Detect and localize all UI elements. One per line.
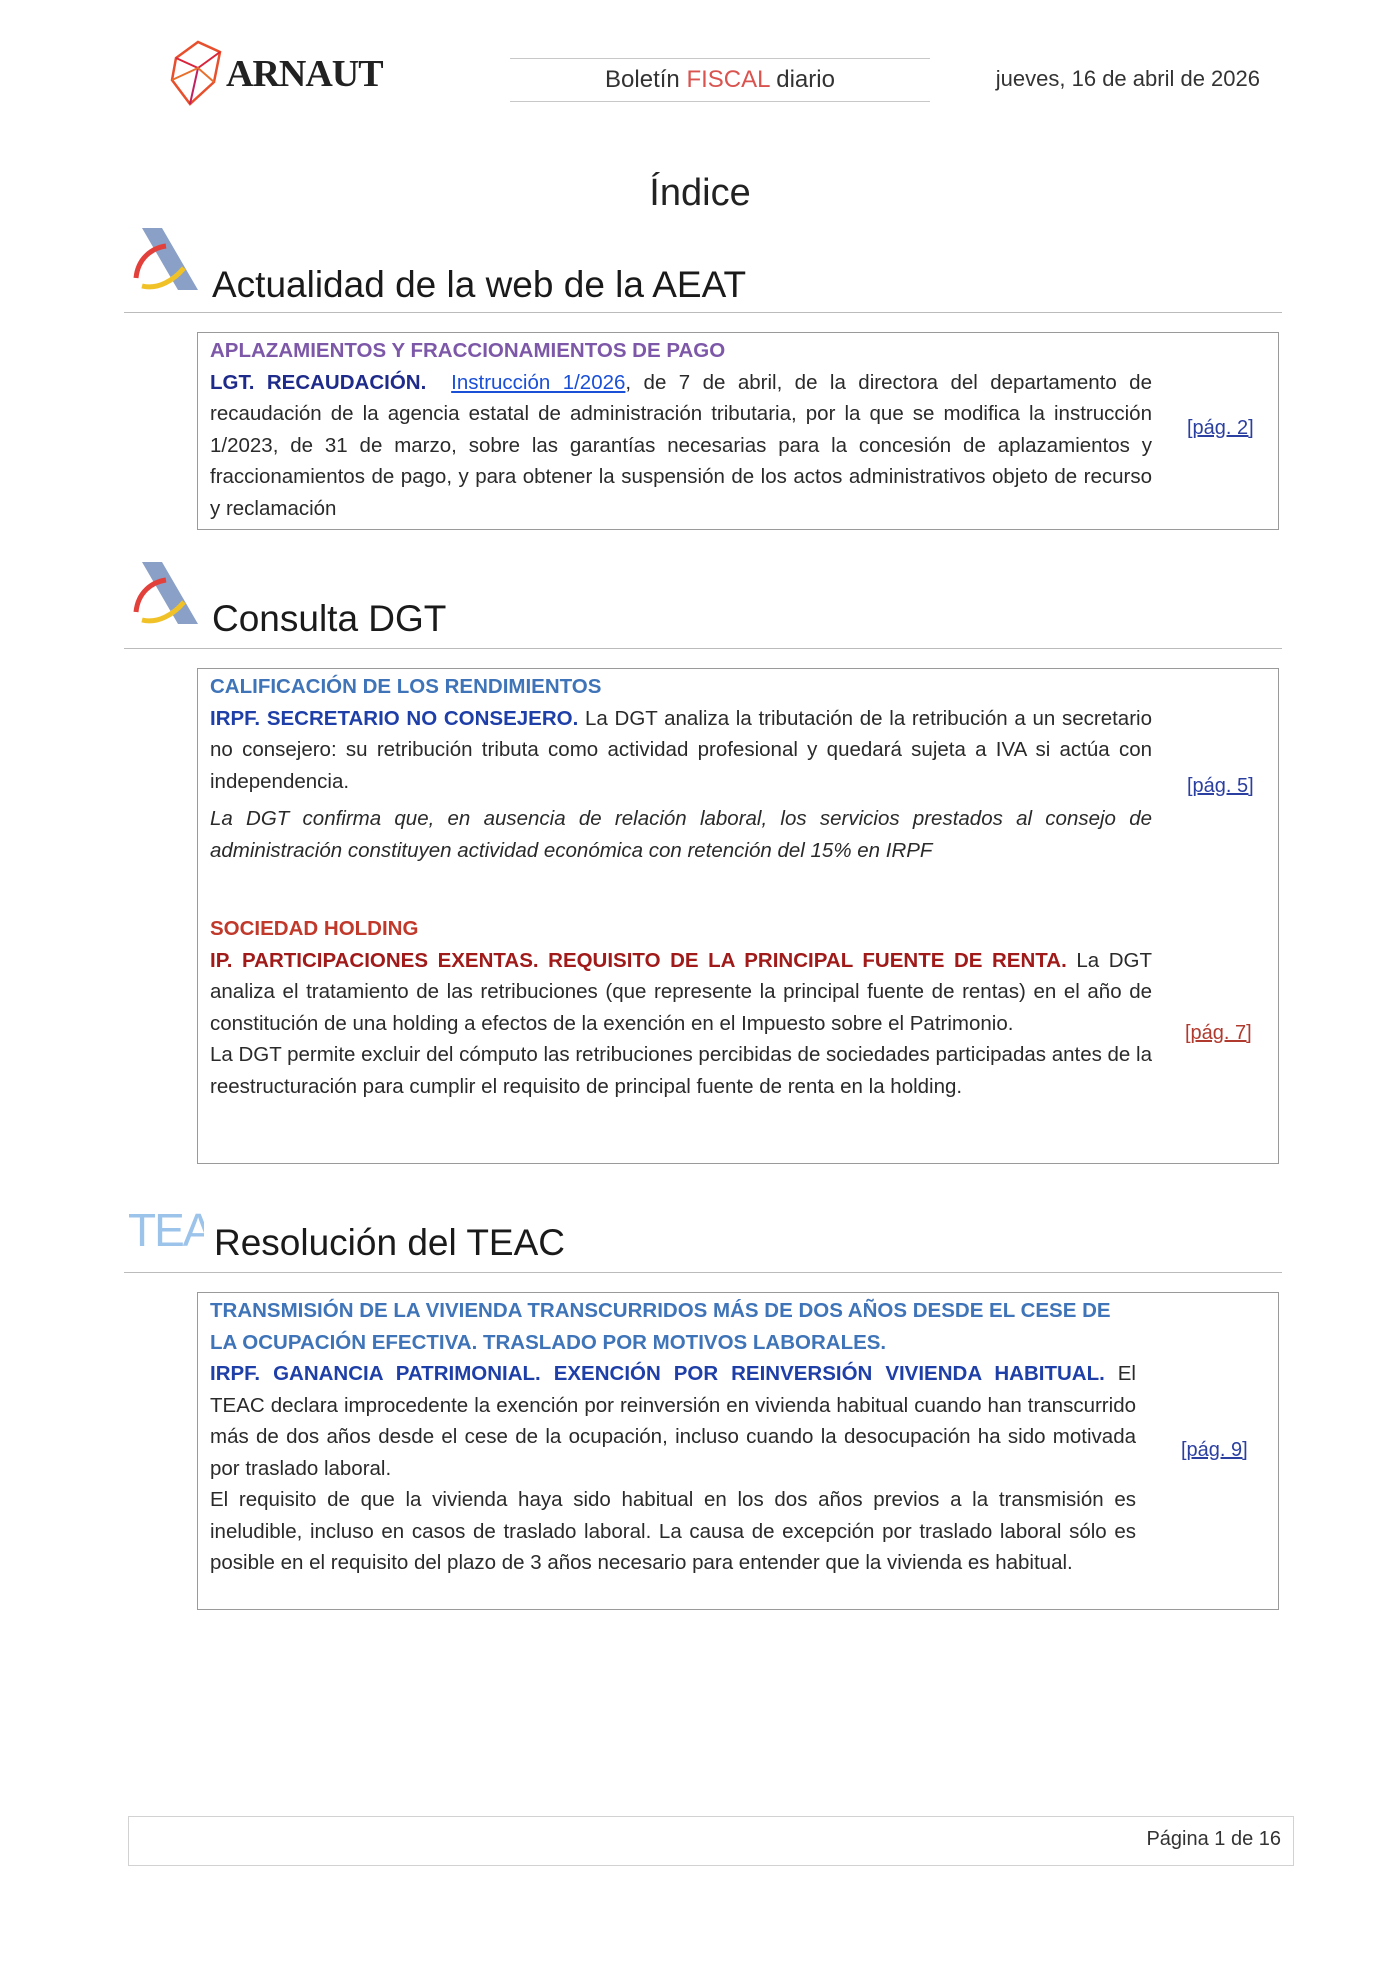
section-title-dgt: Consulta DGT — [212, 598, 447, 639]
entry-topic: TRANSMISIÓN DE LA VIVIENDA TRANSCURRIDOS MÁS DE DOS AÑOS DESDE EL CESE DE LA OCUPACIÓN EFECTIVA. TRASLADO POR MOTIVOS LABORALES. — [210, 1299, 1111, 1354]
entry-lead: IRPF. SECRETARIO NO CONSEJERO. — [210, 706, 579, 730]
entry-box-dgt — [197, 668, 1279, 1164]
entry-topic: SOCIEDAD HOLDING — [210, 917, 419, 940]
header-date: jueves, 16 de abril de 2026 — [995, 66, 1260, 91]
page-link-5[interactable]: [pág. 5] — [1187, 775, 1254, 797]
index-title: Índice — [649, 172, 751, 214]
entry-lead: IRPF. GANANCIA PATRIMONIAL. EXENCIÓN POR REINVERSIÓN VIVIENDA HABITUAL. — [210, 1362, 1105, 1385]
entry-topic: CALIFICACIÓN DE LOS RENDIMIENTOS — [210, 675, 602, 698]
entry-rendimientos — [210, 671, 1152, 866]
entry-aplazamientos — [210, 335, 1152, 524]
arnaut-logo-icon — [168, 38, 228, 110]
tea-logo-text: TEA — [128, 1204, 204, 1256]
tea-logo-icon — [128, 1200, 204, 1260]
entry-summary: La DGT permite excluir del cómputo las retribuciones percibidas de sociedades participadas antes de la reestructuración para cumplir el requisito de principal fuente de renta en la holding. — [210, 1043, 1152, 1098]
entry-lead: LGT. RECAUDACIÓN. — [210, 370, 427, 394]
bulletin-accent: FISCAL — [686, 66, 770, 93]
page-link-9[interactable]: [pág. 9] — [1181, 1439, 1248, 1461]
aeat-logo-icon — [128, 556, 204, 632]
entry-vivienda — [210, 1295, 1136, 1579]
entry-topic: APLAZAMIENTOS Y FRACCIONAMIENTOS DE PAGO — [210, 339, 726, 362]
entry-text — [210, 367, 1152, 525]
aeat-logo-icon — [128, 222, 204, 298]
entry-lead: IP. PARTICIPACIONES EXENTAS. REQUISITO DE LA PRINCIPAL FUENTE DE RENTA. — [210, 948, 1067, 972]
section-title-teac: Resolución del TEAC — [214, 1222, 565, 1263]
entry-text — [210, 703, 1152, 798]
page-footer — [128, 1816, 1294, 1866]
logo-text: ARNAUT — [226, 53, 383, 95]
page-link-2[interactable]: [pág. 2] — [1187, 417, 1254, 439]
arnaut-logo — [168, 38, 398, 110]
entry-body: El TEAC declara improcedente la exención por reinversión en vivienda habitual cuando han transcurrido más de dos años desde el cese de la ocupación, incluso cuando la desocupación ha sido motivada por traslado laboral. — [210, 1362, 1136, 1480]
instruccion-link[interactable]: Instrucción 1/2026 — [451, 370, 626, 394]
section-title-aeat: Actualidad de la web de la AEAT — [212, 264, 747, 305]
section-rule — [124, 1272, 1282, 1273]
bulletin-part1: Boletín — [605, 66, 687, 93]
entry-holding — [210, 913, 1152, 1102]
entry-body: , de 7 de abril, de la directora del departamento de recaudación de la agencia estatal de administración tributaria, por la que se modifica la instrucción 1/2023, de 31 de marzo, sobre las garantías necesarias para la concesión de aplazamientos y fraccionamientos de pago, y para obtener la suspensión de los actos administrativos objeto de recurso y reclamación — [210, 370, 1152, 520]
bulletin-title — [510, 58, 930, 102]
entry-box-aeat — [197, 332, 1279, 530]
entry-body: La DGT analiza el tratamiento de las retribuciones (que represente la principal fuente de rentas) en el año de constitución de una holding a efectos de la exención en el Impuesto sobre el Patrimonio. — [210, 948, 1152, 1035]
entry-summary: La DGT confirma que, en ausencia de relación laboral, los servicios prestados al consejo de administración constituyen actividad económica con retención del 15% en IRPF — [210, 807, 1152, 862]
entry-summary: El requisito de que la vivienda haya sido habitual en los dos años previos a la transmisión es ineludible, incluso en casos de traslado laboral. La causa de excepción por traslado laboral sólo es posible en el requisito del plazo de 3 años necesario para entender que la vivienda es habitual. — [210, 1488, 1136, 1574]
entry-text — [210, 1358, 1136, 1484]
entry-box-teac — [197, 1292, 1279, 1610]
bulletin-part2: diario — [769, 66, 835, 93]
section-rule — [124, 648, 1282, 649]
page-link-7[interactable]: [pág. 7] — [1185, 1022, 1252, 1044]
entry-body: La DGT analiza la tributación de la retribución a un secretario no consejero: su retribución tributa como actividad profesional y quedará sujeta a IVA si actúa con independencia. — [210, 706, 1152, 793]
page-number: Página 1 de 16 — [1146, 1828, 1281, 1850]
section-rule — [124, 312, 1282, 313]
entry-text — [210, 945, 1152, 1040]
